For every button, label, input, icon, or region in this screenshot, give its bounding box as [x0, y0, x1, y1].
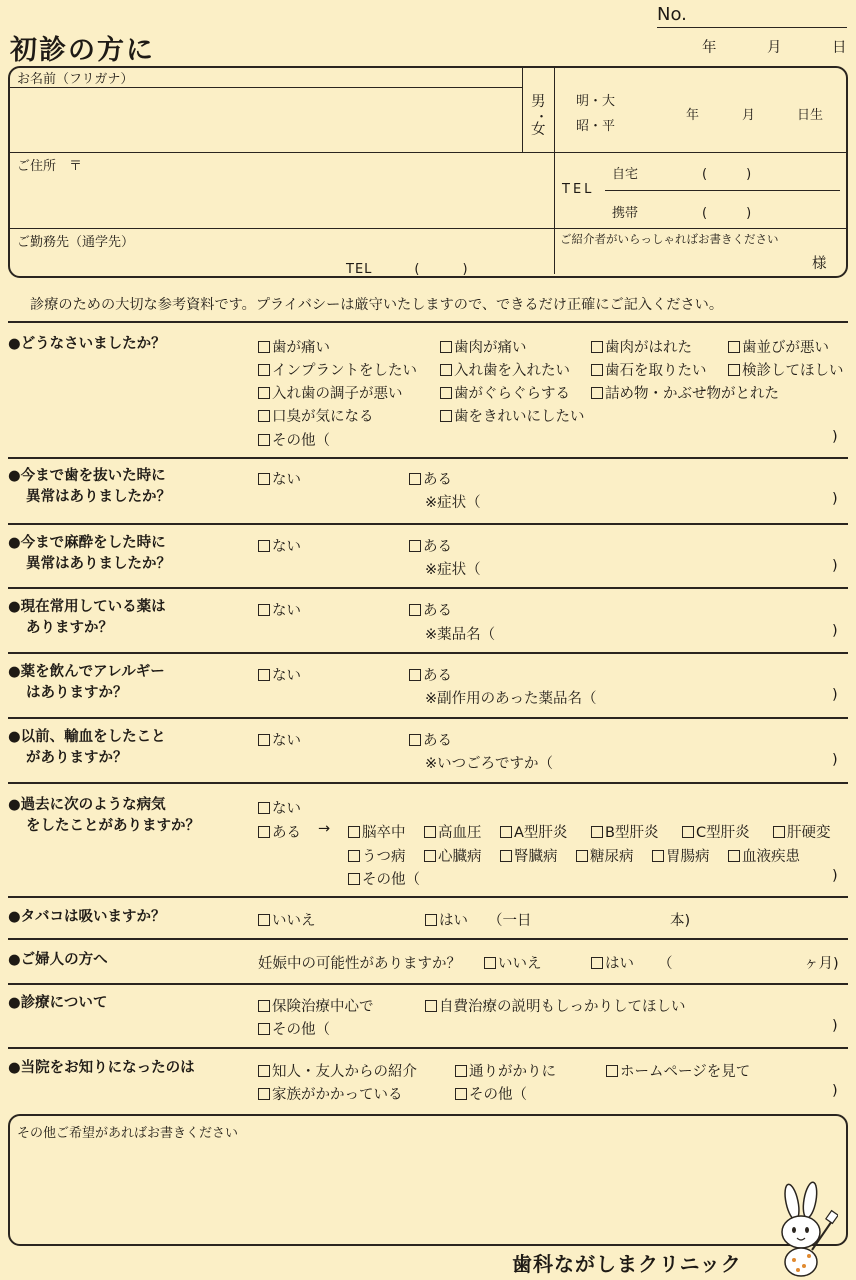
- checkbox[interactable]: [773, 826, 785, 838]
- divider: [605, 190, 840, 191]
- disease-option[interactable]: 胃腸病: [652, 845, 710, 866]
- sex-female[interactable]: 女: [531, 122, 546, 138]
- q1-option[interactable]: インプラントをしたい: [258, 359, 417, 380]
- number-label: No.: [657, 4, 687, 25]
- section-divider: [8, 652, 848, 654]
- q8-detail[interactable]: （一日: [488, 913, 532, 929]
- q1-option[interactable]: 検診してほしい: [728, 359, 844, 380]
- checkbox[interactable]: [258, 1065, 270, 1077]
- q4-label-line1: ●現在常用している薬は: [8, 599, 166, 615]
- q7-label-line1: ●過去に次のような病気: [8, 797, 166, 813]
- q1-label: ●どうなさいましたか？: [8, 336, 166, 352]
- checkbox[interactable]: [348, 826, 360, 838]
- q3-no[interactable]: ない: [258, 535, 301, 556]
- page-title: 初診の方に: [10, 35, 155, 66]
- q9-question: 妊娠中の可能性がありますか？: [258, 956, 461, 972]
- checkbox[interactable]: [500, 850, 512, 862]
- mobile-label: 携帯: [612, 206, 639, 221]
- disease-option[interactable]: 肝硬変: [773, 821, 831, 842]
- checkbox[interactable]: [591, 826, 603, 838]
- q1-option[interactable]: 詰め物・かぶせ物がとれた: [591, 382, 779, 403]
- divider: [554, 68, 555, 274]
- q6-label-line1: ●以前、輸血をしたこと: [8, 729, 166, 745]
- tel-label: TEL: [562, 182, 595, 197]
- close-paren: ): [832, 1018, 838, 1034]
- checkbox[interactable]: [258, 1088, 270, 1100]
- disease-option[interactable]: 心臓病: [424, 845, 482, 866]
- section-divider: [8, 938, 848, 940]
- q8-unit: 本): [670, 913, 691, 929]
- checkbox[interactable]: [440, 364, 452, 376]
- q11-option[interactable]: ホームページを見て: [606, 1060, 750, 1081]
- section-divider: [8, 523, 848, 525]
- q11-label: ●当院をお知りになったのは: [8, 1060, 195, 1076]
- q3-label-line1: ●今まで麻酔をした時に: [8, 535, 166, 551]
- section-divider: [8, 717, 848, 719]
- referral-label: ご紹介者がいらっしゃればお書きください: [560, 232, 779, 246]
- checkbox[interactable]: [258, 473, 270, 485]
- disease-option[interactable]: B型肝炎: [591, 821, 658, 842]
- disease-option[interactable]: 脳卒中: [348, 821, 406, 842]
- q11-option[interactable]: 知人・友人からの紹介: [258, 1060, 417, 1081]
- q6-no[interactable]: ない: [258, 729, 301, 750]
- checkbox[interactable]: [409, 669, 421, 681]
- era-line1[interactable]: 明・大: [576, 94, 616, 109]
- q7-yes[interactable]: ある: [258, 821, 301, 842]
- checkbox[interactable]: [258, 540, 270, 552]
- checkbox[interactable]: [348, 850, 360, 862]
- checkbox[interactable]: [258, 802, 270, 814]
- q4-yes[interactable]: ある: [409, 599, 452, 620]
- close-paren: ): [832, 687, 838, 703]
- close-paren: ): [832, 429, 838, 445]
- q10-option[interactable]: その他（: [258, 1018, 330, 1039]
- checkbox[interactable]: [425, 1000, 437, 1012]
- checkbox[interactable]: [440, 387, 452, 399]
- checkbox[interactable]: [258, 434, 270, 446]
- close-paren: ): [832, 558, 838, 574]
- q4-note[interactable]: ※薬品名（: [425, 627, 496, 643]
- checkbox[interactable]: [455, 1065, 467, 1077]
- section-divider: [8, 1047, 848, 1049]
- arrow-icon: →: [318, 821, 331, 837]
- checkbox[interactable]: [440, 341, 452, 353]
- date-month: 月: [767, 40, 782, 56]
- checkbox[interactable]: [606, 1065, 618, 1077]
- clinic-name: 歯科ながしまクリニック: [512, 1252, 742, 1276]
- checkbox[interactable]: [440, 410, 452, 422]
- checkbox[interactable]: [258, 387, 270, 399]
- q1-option[interactable]: 歯石を取りたい: [591, 359, 707, 380]
- q11-option[interactable]: その他（: [455, 1083, 527, 1104]
- q1-option[interactable]: 歯が痛い: [258, 336, 330, 357]
- checkbox[interactable]: [348, 873, 360, 885]
- checkbox[interactable]: [728, 364, 740, 376]
- checkbox[interactable]: [258, 734, 270, 746]
- q3-note[interactable]: ※症状（: [425, 562, 481, 578]
- q8-label: ●タバコは吸いますか？: [8, 909, 166, 925]
- section-divider: [8, 457, 848, 459]
- disease-option[interactable]: その他（: [348, 868, 420, 889]
- date-day: 日: [832, 40, 847, 56]
- q9-label: ●ご婦人の方へ: [8, 952, 108, 968]
- birth-year: 年: [686, 108, 700, 123]
- checkbox[interactable]: [484, 957, 496, 969]
- checkbox[interactable]: [576, 850, 588, 862]
- q1-option[interactable]: 入れ歯を入れたい: [440, 359, 570, 380]
- q5-label-line1: ●薬を飲んでアレルギー: [8, 664, 165, 680]
- checkbox[interactable]: [591, 364, 603, 376]
- divider: [10, 152, 846, 153]
- disease-option[interactable]: 血液疾患: [728, 845, 800, 866]
- section-divider: [8, 587, 848, 589]
- checkbox[interactable]: [424, 850, 436, 862]
- q6-label-line2: がありますか？: [26, 750, 128, 766]
- checkbox[interactable]: [409, 540, 421, 552]
- sex-separator: ・: [535, 110, 549, 125]
- q2-yes[interactable]: ある: [409, 468, 452, 489]
- checkbox[interactable]: [409, 473, 421, 485]
- disease-option[interactable]: 糖尿病: [576, 845, 634, 866]
- checkbox[interactable]: [409, 734, 421, 746]
- number-underline: [657, 27, 847, 28]
- work-tel-field[interactable]: TEL ( ): [346, 262, 469, 277]
- checkbox[interactable]: [258, 1000, 270, 1012]
- close-paren: ): [832, 752, 838, 768]
- close-paren: ): [832, 1083, 838, 1099]
- section-divider: [8, 983, 848, 985]
- checkbox[interactable]: [500, 826, 512, 838]
- checkbox[interactable]: [455, 1088, 467, 1100]
- q1-option[interactable]: その他（: [258, 429, 330, 450]
- checkbox[interactable]: [258, 826, 270, 838]
- q11-option[interactable]: 家族がかかっている: [258, 1083, 403, 1104]
- q6-yes[interactable]: ある: [409, 729, 452, 750]
- q10-option[interactable]: 自費治療の説明もしっかりしてほしい: [425, 995, 686, 1016]
- divider: [522, 68, 523, 152]
- q8-yes[interactable]: はい: [425, 909, 468, 930]
- checkbox[interactable]: [258, 669, 270, 681]
- q3-label-line2: 異常はありましたか？: [26, 556, 171, 572]
- q2-label-line2: 異常はありましたか？: [26, 489, 171, 505]
- divider: [10, 228, 846, 229]
- section-divider: [8, 321, 848, 323]
- q7-no[interactable]: ない: [258, 797, 301, 818]
- checkbox[interactable]: [258, 914, 270, 926]
- q1-option[interactable]: 歯をきれいにしたい: [440, 405, 585, 426]
- checkbox[interactable]: [591, 957, 603, 969]
- checkbox[interactable]: [258, 341, 270, 353]
- birth-month: 月: [742, 108, 756, 123]
- q1-option[interactable]: 口臭が気になる: [258, 405, 374, 426]
- disease-option[interactable]: A型肝炎: [500, 821, 567, 842]
- q9-no[interactable]: いいえ: [484, 952, 542, 973]
- checkbox[interactable]: [652, 850, 664, 862]
- home-label: 自宅: [612, 167, 639, 182]
- checkbox[interactable]: [258, 410, 270, 422]
- q9-open: （: [658, 956, 673, 972]
- q10-option[interactable]: 保険治療中心で: [258, 995, 374, 1016]
- q1-option[interactable]: 歯肉が痛い: [440, 336, 527, 357]
- address-field[interactable]: [10, 172, 552, 226]
- checkbox[interactable]: [728, 850, 740, 862]
- work-label: ご勤務先（通学先）: [17, 235, 135, 250]
- referral-suffix: 様: [812, 256, 827, 272]
- checkbox[interactable]: [258, 1023, 270, 1035]
- checkbox[interactable]: [258, 364, 270, 376]
- close-paren: ): [832, 868, 838, 884]
- checkbox[interactable]: [591, 387, 603, 399]
- q1-option[interactable]: 入れ歯の調子が悪い: [258, 382, 403, 403]
- q2-note[interactable]: ※症状（: [425, 495, 481, 511]
- disease-option[interactable]: C型肝炎: [682, 821, 750, 842]
- era-line2[interactable]: 昭・平: [576, 119, 616, 134]
- q4-label-line2: ありますか？: [26, 620, 113, 636]
- q5-yes[interactable]: ある: [409, 664, 452, 685]
- q8-no[interactable]: いいえ: [258, 909, 316, 930]
- q5-no[interactable]: ない: [258, 664, 301, 685]
- q3-yes[interactable]: ある: [409, 535, 452, 556]
- q7-label-line2: をしたことがありますか？: [26, 818, 200, 834]
- sex-male[interactable]: 男: [531, 94, 546, 110]
- checkbox[interactable]: [258, 604, 270, 616]
- q6-note[interactable]: ※いつごろですか（: [425, 756, 554, 772]
- disease-option[interactable]: うつ病: [348, 845, 406, 866]
- q9-yes[interactable]: はい: [591, 952, 634, 973]
- checkbox[interactable]: [728, 341, 740, 353]
- q2-label-line1: ●今まで歯を抜いた時に: [8, 468, 166, 484]
- q1-option[interactable]: 歯並びが悪い: [728, 336, 829, 357]
- checkbox[interactable]: [424, 826, 436, 838]
- q5-note[interactable]: ※副作用のあった薬品名（: [425, 691, 597, 707]
- q10-label: ●診療について: [8, 995, 108, 1011]
- q2-no[interactable]: ない: [258, 468, 301, 489]
- remarks-label: その他ご希望があればお書きください: [17, 1126, 239, 1141]
- q1-option[interactable]: 歯肉がはれた: [591, 336, 692, 357]
- checkbox[interactable]: [591, 341, 603, 353]
- address-label: ご住所 〒: [17, 159, 83, 174]
- section-divider: [8, 782, 848, 784]
- close-paren: ): [832, 491, 838, 507]
- section-divider: [8, 896, 848, 898]
- intro-text: 診療のための大切な参考資料です。プライバシーは厳守いたしますので、できるだけ正確にご記入ください。: [30, 297, 724, 313]
- q1-option[interactable]: 歯がぐらぐらする: [440, 382, 570, 403]
- q9-unit: ヶ月): [804, 956, 839, 972]
- checkbox[interactable]: [409, 604, 421, 616]
- date-year: 年: [702, 40, 717, 56]
- disease-option[interactable]: 腎臓病: [500, 845, 558, 866]
- name-field[interactable]: [10, 88, 522, 151]
- mobile-phone-field[interactable]: ( ): [702, 206, 752, 221]
- rabbit-mascot-icon: [772, 1180, 838, 1280]
- disease-option[interactable]: 高血圧: [424, 821, 482, 842]
- q5-label-line2: はありますか？: [26, 685, 128, 701]
- q4-no[interactable]: ない: [258, 599, 301, 620]
- home-phone-field[interactable]: ( ): [702, 167, 752, 182]
- name-label: お名前（フリガナ）: [17, 72, 134, 87]
- checkbox[interactable]: [425, 914, 437, 926]
- q11-option[interactable]: 通りがかりに: [455, 1060, 556, 1081]
- close-paren: ): [832, 623, 838, 639]
- checkbox[interactable]: [682, 826, 694, 838]
- birth-day: 日生: [797, 108, 824, 123]
